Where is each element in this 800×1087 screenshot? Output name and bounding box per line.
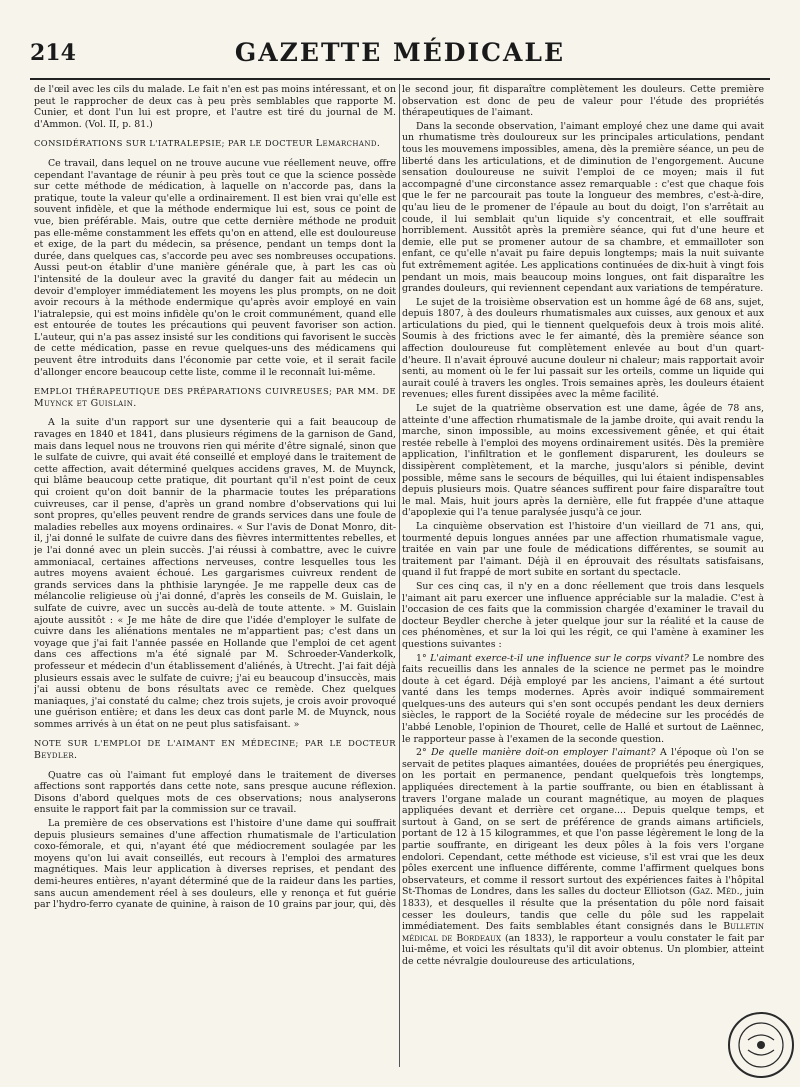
section-heading-iatralepsie (34, 138, 396, 150)
paragraph: Le sujet de la quatrième observation est une dame, âgée de 78 ans, atteinte d'une affection rhumatismale de la jambe droite, qui avait rendu la marche, sinon impossible, au moins excessivement gênée, et qui était restée rebelle à l'emploi des moyens ordinairement usités. Dès la première application, l'infiltration et le gonflement disparurent, les douleurs se dissipèrent complètement, et la marche, jusqu'alors si pénible, devint possible, même sans le secours de béquilles, qui lui étaient indispensables depuis plusieurs mois. Quatre séances suffirent pour faire disparaître tout le mal. Mais, huit jours après la dernière, elle fut frappée d'une attaque d'apoplexie qui l'a tenue paralysée jusqu'à ce jour. (402, 403, 764, 519)
paragraph: Dans la seconde observation, l'aimant employé chez une dame qui avait un rhumatisme très douloureux sur les principales articulations, pendant tous les mouvemens impossibles, amena, dès la première séance, un peu de liberté dans les articulations, et de diminution de l'engorgement. Aucune sensation douloureuse ne suivit l'emploi de ce moyen; mais il fut accompagné d'une circonstance assez remarquable : c'est que chaque fois que le fer ne parcourait pas toute la longueur des membres, c'est-à-dire, qu'au lieu de le promener de l'épaule au bout du doigt, l'on s'arrêtait au coude, il lui semblait qu'un liquide s'y concentrait, et elle souffrait horriblement. Aussitôt après la première séance, qui fut d'une heure et demie, elle put se promener autour de sa chambre, et emmailloter son enfant, ce qu'elle n'avait pu faire depuis longtemps; mais la nuit suivante fut extrêmement agitée. Les applications continuées de dix-huit à vingt fois pendant un mois, mais beaucoup moins longues, ont fait disparaître les grandes douleurs, qui reviennent cependant aux variations de température. (402, 120, 764, 295)
section-heading-cuivreuses (34, 386, 396, 409)
paragraph: Quatre cas où l'aimant fut employé dans le traitement de diverses affections sont rapportés dans cette note, sans presque aucune réflexion. Disons d'abord quelques mots de ces observations; nous analyserons ensuite le rapport fait par la commission sur ce travail. (34, 769, 396, 816)
column-divider (399, 84, 400, 1067)
paragraph: A la suite d'un rapport sur une dysenterie qui a fait beaucoup de ravages en 1840 et 1841, dans plusieurs régimens de la garnison de Gand, mais dans lequel nous ne trouvons rien qui mérite d'être signalé, sinon que le sulfate de cuivre, qui avait été conseillé et employé dans le traitement de cette affection, avait déterminé quelques accidens graves, M. de Muynck, qui blâme beaucoup cette pratique, dit pourtant qu'il n'est point de ceux qui croient qu'on doit bannir de la pharmacie toutes les préparations cuivreuses, car il pense, d'après un grand nombre d'observations qui lui sont propres, qu'elles peuvent rendre de grands services dans une foule de maladies rebelles aux moyens ordinaires. « Sur l'avis de Donat Monro, dit-il, j'ai donné le sulfate de cuivre dans des fièvres intermittentes rebelles, et je l'ai donné avec un plein succès. J'ai réussi à combattre, avec le cuivre ammoniacal, certaines affections nerveuses, contre lesquelles tous les autres moyens avaient échoué. Les gargarismes cuivreux rendent de grands services dans la phthisie laryngée. Je me rappelle deux cas de mélancolie religieuse où j'ai donné, d'après les conseils de M. Guislain, le sulfate de cuivre, avec un succès au-delà de toute attente. » M. Guislain ajoute aussitôt : « Je me hâte de dire que l'idée d'employer le sulfate de cuivre dans les aliénations mentales ne m'appartient pas; c'est dans un voyage que j'ai fait l'année passée en Hollande que l'emploi de cet agent dans ces affections m'a été signalé par M. Schroeder-Vanderkolk, professeur et médecin d'un établissement d'aliénés, à Utrecht. J'ai fait déjà plusieurs essais avec le sulfate de cuivre; j'ai eu beaucoup d'insuccès, mais j'ai aussi obtenu de bons résultats avec ce remède. Chez quelques maniaques, j'ai constaté du calme; chez trois sujets, je crois avoir provoqué une guérison entière; et dans les deux cas dont parle M. de Muynck, nous sommes arrivés à un état on ne peut plus satisfaisant. » (34, 417, 396, 730)
section-author: Muynck et Guislain. (34, 397, 137, 409)
header-rule (30, 78, 770, 80)
question-number: 1° (416, 652, 427, 664)
question-paragraph-2 (402, 747, 764, 967)
question-answer: Le nombre des faits recueillis dans les annales de la science ne permet pas le moindre doute à cet égard. Déjà employé par les anciens, l'aimant a été surtout vanté dans les temps modernes. Après avoir indiqué sommairement quelques-uns des auteurs qui s'en sont occupés pendant les deux derniers siècles, le rapport de la Société royale de médecine sur les procédés de l'abbé Lenoble, l'opinion de Thouret, celle de Hallé et surtout de Laënnec, le rapporteur passe à l'examen de la seconde question. (402, 652, 764, 745)
paragraph: Sur ces cinq cas, il n'y en a donc réellement que trois dans lesquels l'aimant ait paru exercer une influence appréciable sur la maladie. C'est à l'occasion de ces faits que la commission chargée d'examiner le travail du docteur Beydler cherche à jeter quelque jour sur la réalité et la cause de ces phénomènes, et sur la loi qui les régit, ce qui l'amène à examiner les questions suivantes : (402, 580, 764, 650)
question-number: 2° (416, 747, 427, 759)
question-text: De quelle manière doit-on employer l'aimant? (431, 747, 656, 759)
section-author: Lemarchand. (315, 138, 381, 150)
paragraph: de l'œil avec les cils du malade. Le fait n'en est pas moins intéressant, et on peut le rapprocher de deux cas à peu près semblables que rapporte M. Cunier, et dont l'un lui est propre, et l'autre est tiré du journal de M. d'Ammon. (Vol. II, p. 81.) (34, 84, 396, 130)
page-header (30, 36, 770, 76)
question-paragraph-1 (402, 653, 764, 746)
section-title: CONSIDÉRATIONS SUR L'IATRALEPSIE; PAR LE DOCTEUR (34, 138, 313, 149)
left-column (34, 84, 396, 1071)
paragraph: La cinquième observation est l'histoire d'un vieillard de 71 ans, qui, tourmenté depuis longues années par une affection rhumatismale vague, traitée en vain par une foule de médications différentes, se soumit au traitement par l'aimant. Déjà il en éprouvait des résultats satisfaisans, quand il fut frappé de mort subite en sortant du spectacle. (402, 520, 764, 579)
right-column (402, 84, 764, 1071)
question-answer-end: (an 1833), le rapporteur a voulu constater le fait par lui-même, et voici les résultats qu'il dit avoir obtenus. Un plombier, atteint de cette névralgie douloureuse des articulations, (402, 932, 764, 967)
journal-title: GAZETTE MÉDICALE (234, 38, 566, 67)
paragraph: le second jour, fit disparaître complètement les douleurs. Cette première observation est donc de peu de valeur pour l'étude des propriétés thérapeutiques de l'aimant. (402, 84, 764, 119)
section-author: Beydler. (34, 750, 78, 762)
section-title: EMPLOI THÉRAPEUTIQUE DES PRÉPARATIONS CUIVREUSES; PAR MM. DE (34, 386, 396, 397)
library-stamp (726, 1010, 796, 1080)
citation: Gaz. Méd. (692, 886, 740, 898)
paragraph: Le sujet de la troisième observation est un homme âgé de 68 ans, sujet, depuis 1807, à des douleurs rhumatismales aux cuisses, aux genoux et aux articulations du pied, qui le tiennent quelquefois deux à trois mois alité. Soumis à des frictions avec le fer aimanté, dès la première séance son affection douloureuse fut complètement enlevée au bout d'un quart-d'heure. Il n'avait éprouvé aucune douleur ni chaleur; mais rapportait avoir senti, au moment où le fer lui passait sur les orteils, comme un liquide qui aurait coulé à travers les ongles. Trois semaines après, les douleurs étaient revenues; elles furent dissipées avec la même facilité. (402, 296, 764, 401)
paragraph: La première de ces observations est l'histoire d'une dame qui souffrait depuis plusieurs semaines d'une affection rhumatismale de l'articulation coxo-fémorale, et qui, n'ayant été que médiocrement soulagée par les moyens qu'on lui avait conseillés, eut recours à l'emploi des armatures magnétiques. Mais leur application à diverses reprises, et pendant des demi-heures entières, n'ayant déterminé que de la raideur dans les parties, sans aucun amendement réel à ses douleurs, elle y renonça et fut guérie par l'hydro-ferro cyanate de quinine, à raison de 10 grains par jour, qui, dès (34, 818, 396, 911)
section-title: NOTE SUR L'EMPLOI DE L'AIMANT EN MÉDECINE; PAR LE DOCTEUR (34, 738, 396, 749)
question-text: L'aimant exerce-t-il une influence sur le corps vivant? (430, 652, 689, 664)
section-heading-aimant (34, 738, 396, 761)
page-number: 214 (30, 40, 76, 66)
citation: Bulletin médical de Bordeaux (402, 921, 764, 944)
question-answer-cont: , juin 1833), et desquelles il résulte que la présentation du pôle nord faisait cesser les douleurs, tandis que celle du pôle sud les rappelait immédiatement. Des faits semblables étant consignés dans le (402, 886, 764, 933)
question-answer: A l'époque où l'on se servait de petites plaques aimantées, douées de propriétés peu énergiques, on les portait en permanence, pendant quelquefois très longtemps, appliquées directement à la partie souffrante, ou bien en établissant à travers l'organe malade un courant magnétique, au moyen de plaques appliquées devant et derrière cet organe.... Depuis quelque temps, et surtout à Gand, on se sert de préférence de grands aimans artificiels, portant de 12 à 15 kilogrammes, et que l'on passe légèrement le long de la partie souffrante, en dirigeant les deux pôles à la fois vers l'organe endolori. Cependant, cette méthode est vicieuse, s'il est vrai que les deux pôles exercent une influence différente, comme l'affirment quelques bons observateurs, et comme il ressort surtout des expériences faites à l'hôpital St-Thomas de Londres, dans les salles du docteur Elliotson ( (402, 747, 764, 898)
paragraph: Ce travail, dans lequel on ne trouve aucune vue réellement neuve, offre cependant l'avantage de réunir à peu près tout ce que la science possède sur cette méthode de médication, à laquelle on n'accorde pas, dans la pratique, toute la valeur qu'elle a ordinairement. Il est bien vrai qu'elle est souvent infidèle, et que la méthode endermique lui est, sous ce point de vue, bien préférable. Mais, outre que cette dernière méthode ne produit pas elle-même constamment les effets qu'on en attend, elle est douloureuse et exige, de la part du médecin, sa présence, pendant un temps dont la durée, dans quelques cas, s'accorde peu avec ses nombreuses occupations. Aussi peut-on établir d'une manière générale que, à part les cas où l'intensité de la douleur avec la gravité du danger fait au médecin un devoir d'employer immédiatement les moyens les plus prompts, on ne doit avoir recours à la méthode endermique qu'après avoir employé en vain l'iatralepsie, qui est moins infidèle qu'on le croit communément, quand elle est entourée de toutes les précautions qui peuvent favoriser son action. L'auteur, qui n'a pas assez insisté sur les conditions qui favorisent le succès de cette médication, passe en revue quelques-uns des médicamens qui peuvent être introduits dans l'économie par cette voie, et il serait facile d'allonger encore beaucoup cette liste, comme il le reconnaît lui-même. (34, 157, 396, 378)
